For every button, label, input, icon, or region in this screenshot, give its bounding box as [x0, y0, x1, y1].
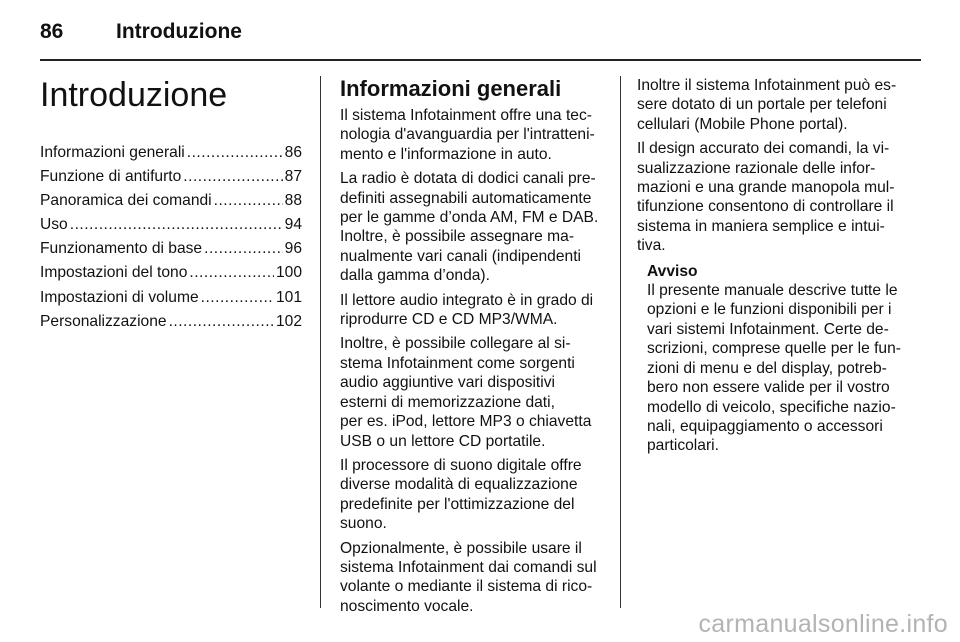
- text-line: sualizzazione razionale delle infor-: [637, 159, 876, 177]
- text-line: tifunzione consentono di controllare il: [637, 198, 894, 216]
- toc-item-page: 88: [284, 192, 302, 210]
- text-line: Opzionalmente, è possibile usare il: [340, 539, 582, 557]
- column-divider: [320, 76, 321, 608]
- text-line: per es. iPod, lettore MP3 o chiavetta: [340, 413, 592, 431]
- text-line: zioni di menu e del display, potreb-: [647, 359, 887, 377]
- toc-item-label: Impostazioni di volume: [40, 288, 199, 306]
- text-line: audio aggiuntive vari dispositivi: [340, 374, 555, 392]
- text-line: cellulari (Mobile Phone portal).: [637, 115, 848, 133]
- continued-body: [637, 76, 903, 256]
- text-line: nualmente vari canali (indipendenti: [340, 247, 581, 265]
- toc-item-label: Personalizzazione: [40, 312, 167, 330]
- toc-item-page: 96: [284, 240, 302, 258]
- notice-title: Avviso: [647, 262, 698, 280]
- general-info-body: [340, 106, 604, 616]
- text-line: particolari.: [647, 437, 719, 455]
- text-line: sere dotato di un portale per telefoni: [637, 96, 887, 114]
- toc-item-page: 87: [284, 168, 302, 186]
- text-line: diverse modalità di equalizzazione: [340, 476, 578, 494]
- text-line: tiva.: [637, 237, 666, 255]
- text-line: Il processore di suono digitale offre: [340, 456, 582, 474]
- text-line: suono.: [340, 515, 387, 533]
- toc-item-page: 94: [284, 216, 302, 234]
- toc-item[interactable]: [40, 189, 302, 213]
- toc-leader-dots: [189, 261, 274, 285]
- text-line: bero non essere valide per il vostro: [647, 379, 890, 397]
- text-line: dalla gamma d’onda).: [340, 267, 490, 285]
- text-line: vari sistemi Infotainment. Certe de-: [647, 320, 889, 338]
- toc-item-page: 86: [284, 144, 302, 161]
- toc-leader-dots: [214, 189, 283, 213]
- text-line: riprodurre CD e CD MP3/WMA.: [340, 311, 558, 329]
- text-line: noscimento vocale.: [340, 597, 474, 615]
- toc-list: [40, 141, 302, 334]
- continued-column: [637, 76, 903, 456]
- toc-item-label: Funzione di antifurto: [40, 168, 182, 186]
- paragraph: [637, 76, 903, 134]
- toc-leader-dots: [204, 237, 283, 261]
- toc-leader-dots: [183, 165, 282, 189]
- watermark: carmanualsonline.info: [698, 610, 948, 638]
- paragraph: [340, 291, 604, 330]
- toc-item-page: 101: [275, 288, 302, 306]
- section-title: Introduzione: [40, 76, 228, 114]
- text-line: stema Infotainment come sorgenti: [340, 354, 575, 372]
- toc-item-page: 102: [275, 312, 302, 330]
- text-line: definiti assegnabili automaticamente: [340, 189, 592, 207]
- text-line: esterni di memorizzazione dati,: [340, 393, 555, 411]
- general-info-column: [340, 76, 604, 621]
- toc-item-label: Uso: [40, 216, 68, 234]
- text-line: volante o mediante il sistema di rico-: [340, 578, 593, 596]
- notice-body: [647, 281, 903, 456]
- toc-item-label: Panoramica dei comandi: [40, 192, 212, 210]
- text-line: Inoltre, è possibile assegnare ma-: [340, 228, 575, 246]
- toc-item[interactable]: [40, 213, 302, 237]
- toc-item-label: Funzionamento di base: [40, 240, 203, 258]
- text-line: Inoltre, è possibile collegare al si-: [340, 335, 571, 353]
- text-line: sistema Infotainment dai comandi sul: [340, 558, 597, 576]
- text-line: scrizioni, comprese quelle per le fun-: [647, 340, 901, 358]
- toc-item[interactable]: [40, 310, 302, 334]
- text-line: predefinite per l'ottimizzazione del: [340, 495, 575, 513]
- text-line: Il lettore audio integrato è in grado di: [340, 291, 594, 309]
- text-line: mazioni e una grande manopola mul-: [637, 179, 895, 197]
- general-info-heading: Informazioni generali: [340, 76, 562, 101]
- toc-item[interactable]: [40, 237, 302, 261]
- notice-box: [637, 262, 903, 456]
- toc-leader-dots: [201, 286, 274, 310]
- text-line: nali, equipaggiamento o accessori: [647, 417, 883, 435]
- header-title: Introduzione: [116, 20, 242, 43]
- paragraph: [340, 539, 604, 617]
- toc-leader-dots: [169, 310, 274, 334]
- page-number: 86: [40, 20, 64, 43]
- text-line: mento e l'informazione in auto.: [340, 145, 552, 163]
- column-divider: [620, 76, 621, 608]
- text-line: sistema in maniera semplice e intui-: [637, 217, 885, 235]
- toc-item[interactable]: [40, 261, 302, 285]
- toc-item[interactable]: [40, 286, 302, 310]
- text-line: USB o un lettore CD portatile.: [340, 432, 546, 450]
- text-line: Inoltre il sistema Infotainment può es-: [637, 77, 897, 94]
- paragraph: [637, 139, 903, 255]
- text-line: nologia d'avanguardia per l'intratteni-: [340, 126, 595, 144]
- toc-leader-dots: [70, 213, 283, 237]
- text-line: Il sistema Infotainment offre una tec-: [340, 107, 592, 124]
- toc-column: [40, 76, 302, 334]
- toc-item[interactable]: [40, 165, 302, 189]
- text-line: Il design accurato dei comandi, la vi-: [637, 140, 890, 158]
- toc-leader-dots: [187, 141, 283, 165]
- toc-item-label: Impostazioni del tono: [40, 264, 188, 282]
- text-line: per le gamme d’onda AM, FM e DAB.: [340, 209, 599, 227]
- text-line: opzioni e le funzioni disponibili per i: [647, 301, 892, 319]
- text-line: Il presente manuale descrive tutte le: [647, 282, 898, 300]
- paragraph: [340, 106, 604, 164]
- text-line: modello di veicolo, specifiche nazio-: [647, 398, 896, 416]
- page-header: [40, 18, 920, 58]
- paragraph: [340, 334, 604, 450]
- toc-item-page: 100: [275, 264, 302, 282]
- paragraph: [340, 456, 604, 534]
- toc-item-label: Informazioni generali: [40, 144, 185, 161]
- header-rule: [40, 59, 921, 61]
- toc-item[interactable]: [40, 141, 302, 165]
- paragraph: [340, 169, 604, 285]
- text-line: La radio è dotata di dodici canali pre-: [340, 170, 596, 188]
